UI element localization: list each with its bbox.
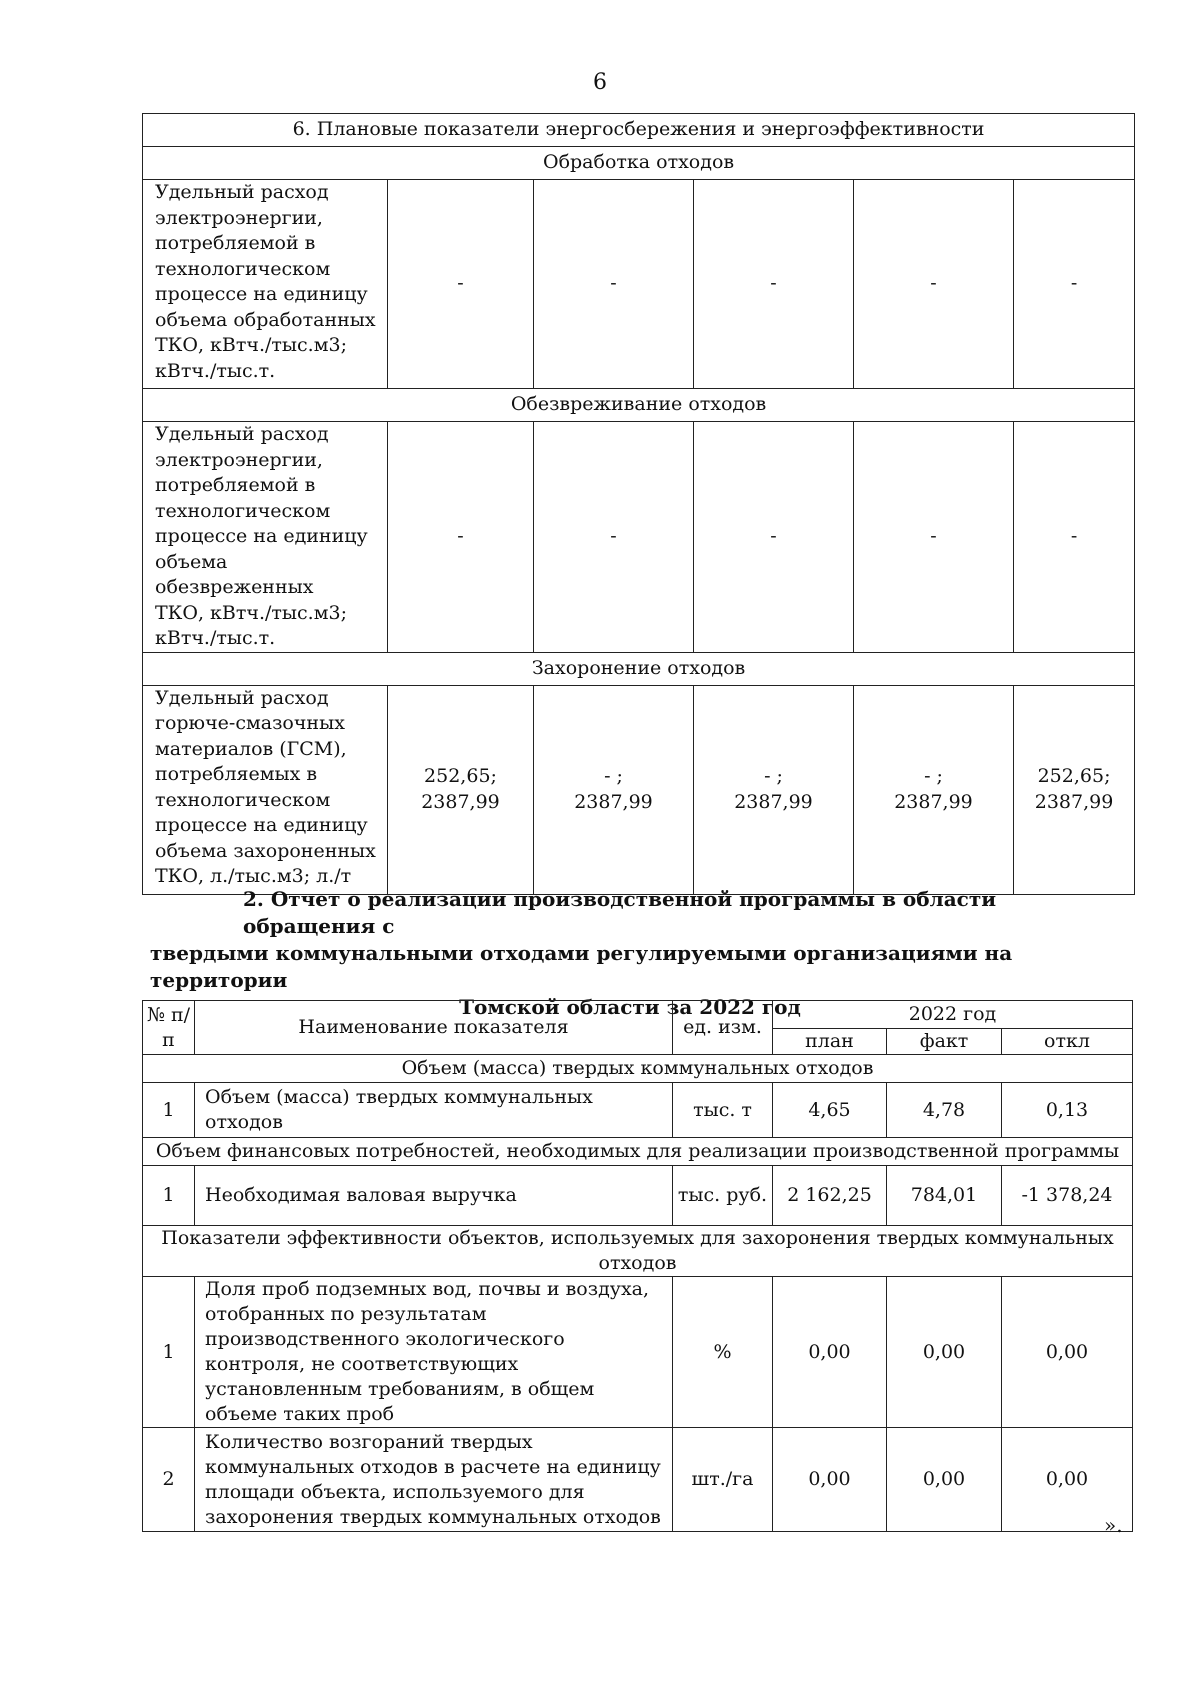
header-unit: ед. изм. — [673, 1001, 773, 1055]
row-deviation: 0,00 — [1002, 1428, 1133, 1532]
header-num: № п/п — [143, 1001, 195, 1055]
value-cell: - — [534, 422, 694, 653]
section-title: Обработка отходов — [143, 147, 1135, 180]
row-name: Объем (масса) твердых коммунальных отходов — [195, 1083, 673, 1138]
value-cell: - — [388, 422, 534, 653]
row-name: Доля проб подземных вод, почвы и воздуха, отобранных по результатам производственного экологического контроля, не соответствующих установленным требованиям, в общем объеме таких проб — [195, 1277, 673, 1428]
value-cell: - — [694, 422, 854, 653]
header-plan: план — [773, 1029, 887, 1055]
closing-quote: ». — [1104, 1513, 1123, 1537]
value-cell: - ; 2387,99 — [534, 685, 694, 894]
row-plan: 0,00 — [773, 1428, 887, 1532]
row-unit: % — [673, 1277, 773, 1428]
value-cell: - — [1014, 422, 1135, 653]
energy-efficiency-table — [142, 113, 1135, 895]
section-title: Объем финансовых потребностей, необходимых для реализации производственной программы — [143, 1138, 1133, 1166]
row-fact: 4,78 — [887, 1083, 1002, 1138]
row-num: 1 — [143, 1083, 195, 1138]
table1-title: 6. Плановые показатели энергосбережения и энергоэффективности — [143, 114, 1135, 147]
row-fact: 784,01 — [887, 1166, 1002, 1226]
row-fact: 0,00 — [887, 1428, 1002, 1532]
header-name: Наименование показателя — [195, 1001, 673, 1055]
value-cell: - — [388, 180, 534, 389]
row-name: Необходимая валовая выручка — [195, 1166, 673, 1226]
indicator-label: Удельный расход горюче-смазочных материалов (ГСМ), потребляемых в технологическом процессе на единицу объема захороненных ТКО, л./тыс.м3; л./т — [143, 685, 388, 894]
row-unit: тыс. т — [673, 1083, 773, 1138]
header-deviation: откл — [1002, 1029, 1133, 1055]
report-table — [142, 1000, 1133, 1532]
value-cell: 252,65; 2387,99 — [388, 685, 534, 894]
page-number: 6 — [593, 70, 607, 95]
row-deviation: 0,00 — [1002, 1277, 1133, 1428]
value-cell: - ; 2387,99 — [854, 685, 1014, 894]
indicator-label: Удельный расход электроэнергии, потребляемой в технологическом процессе на единицу объема обработанных ТКО, кВтч./тыс.м3; кВтч./тыс.т. — [143, 180, 388, 389]
row-plan: 0,00 — [773, 1277, 887, 1428]
section-title: Показатели эффективности объектов, используемых для захоронения твердых коммунальных отходов — [143, 1226, 1133, 1277]
value-cell: 252,65; 2387,99 — [1014, 685, 1135, 894]
row-plan: 4,65 — [773, 1083, 887, 1138]
row-plan: 2 162,25 — [773, 1166, 887, 1226]
row-unit: шт./га — [673, 1428, 773, 1532]
row-name: Количество возгораний твердых коммунальных отходов в расчете на единицу площади объекта, используемого для захоронения твердых коммунальных отходов — [195, 1428, 673, 1532]
row-unit: тыс. руб. — [673, 1166, 773, 1226]
section-title: Обезвреживание отходов — [143, 389, 1135, 422]
header-fact: факт — [887, 1029, 1002, 1055]
row-num: 1 — [143, 1277, 195, 1428]
row-deviation: -1 378,24 — [1002, 1166, 1133, 1226]
row-num: 1 — [143, 1166, 195, 1226]
row-fact: 0,00 — [887, 1277, 1002, 1428]
value-cell: - — [694, 180, 854, 389]
header-year: 2022 год — [773, 1001, 1133, 1029]
value-cell: - — [1014, 180, 1135, 389]
section-heading: 2. Отчет о реализации производственной программы в области обращения с твердыми коммунальными отходами регулируемыми организациями на территории Томской области за 2022 год — [150, 887, 1013, 1019]
section-title: Захоронение отходов — [143, 652, 1135, 685]
row-deviation: 0,13 — [1002, 1083, 1133, 1138]
section-title: Объем (масса) твердых коммунальных отходов — [143, 1055, 1133, 1083]
value-cell: - — [854, 422, 1014, 653]
value-cell: - ; 2387,99 — [694, 685, 854, 894]
value-cell: - — [534, 180, 694, 389]
row-num: 2 — [143, 1428, 195, 1532]
indicator-label: Удельный расход электроэнергии, потребляемой в технологическом процессе на единицу объема обезвреженных ТКО, кВтч./тыс.м3; кВтч./тыс.т. — [143, 422, 388, 653]
value-cell: - — [854, 180, 1014, 389]
